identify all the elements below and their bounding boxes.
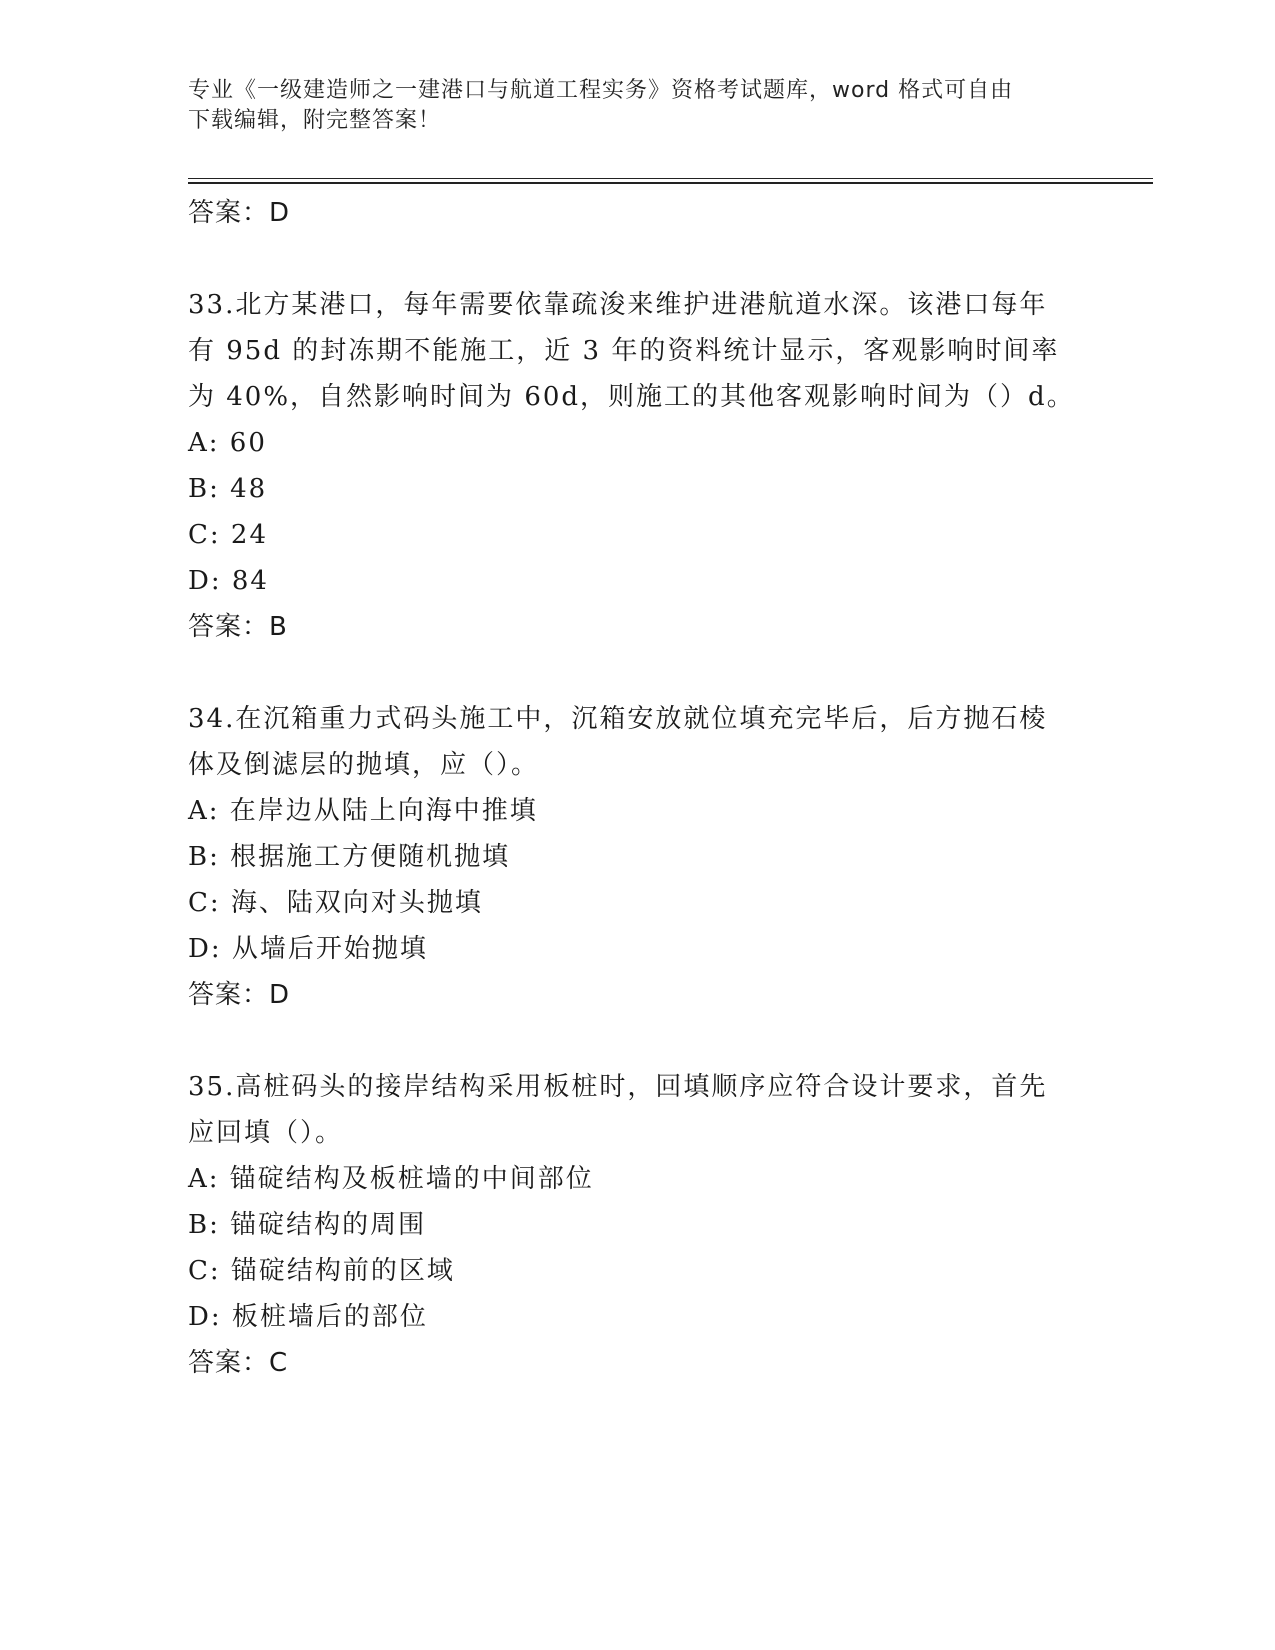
question-stem-line: 为 40%，自然影响时间为 60d，则施工的其他客观影响时间为（）d。 bbox=[188, 382, 1075, 412]
question-33 bbox=[188, 282, 1075, 650]
option-a: A: 在岸边从陆上向海中推填 bbox=[188, 796, 538, 826]
previous-answer: 答案：D bbox=[188, 198, 291, 228]
spacer bbox=[188, 236, 1068, 282]
option-b: B: 48 bbox=[188, 474, 268, 504]
question-stem-line: 35.高桩码头的接岸结构采用板桩时，回填顺序应符合设计要求，首先 bbox=[188, 1072, 1048, 1102]
spacer bbox=[188, 1018, 1068, 1064]
option-d: D: 板桩墙后的部位 bbox=[188, 1302, 428, 1332]
question-stem-line: 34.在沉箱重力式码头施工中，沉箱安放就位填充完毕后，后方抛石棱 bbox=[188, 704, 1048, 734]
answer: 答案：B bbox=[188, 612, 288, 642]
option-d: D: 84 bbox=[188, 566, 269, 596]
question-stem-line: 有 95d 的封冻期不能施工，近 3 年的资料统计显示，客观影响时间率 bbox=[188, 336, 1060, 366]
answer: 答案：C bbox=[188, 1348, 289, 1378]
option-a: A: 锚碇结构及板桩墙的中间部位 bbox=[188, 1164, 594, 1194]
question-34 bbox=[188, 696, 1068, 1018]
option-c: C: 24 bbox=[188, 520, 269, 550]
question-stem-line: 体及倒滤层的抛填，应（）。 bbox=[188, 750, 540, 780]
option-a: A: 60 bbox=[188, 428, 267, 458]
question-stem-line: 应回填（）。 bbox=[188, 1118, 344, 1148]
document-header bbox=[188, 76, 1068, 136]
option-c: C: 海、陆双向对头抛填 bbox=[188, 888, 483, 918]
question-list bbox=[188, 190, 1075, 1386]
option-b: B: 锚碇结构的周围 bbox=[188, 1210, 427, 1240]
option-d: D: 从墙后开始抛填 bbox=[188, 934, 428, 964]
header-line-2: 下载编辑，附完整答案！ bbox=[188, 108, 442, 133]
spacer bbox=[188, 650, 1068, 696]
option-b: B: 根据施工方便随机抛填 bbox=[188, 842, 511, 872]
question-35 bbox=[188, 1064, 1068, 1386]
answer: 答案：D bbox=[188, 980, 291, 1010]
option-c: C: 锚碇结构前的区域 bbox=[188, 1256, 455, 1286]
question-stem-line: 33.北方某港口，每年需要依靠疏浚来维护进港航道水深。该港口每年 bbox=[188, 290, 1048, 320]
header-divider bbox=[188, 178, 1153, 184]
header-line-1: 专业《一级建造师之一建港口与航道工程实务》资格考试题库，word 格式可自由 bbox=[188, 78, 1014, 103]
